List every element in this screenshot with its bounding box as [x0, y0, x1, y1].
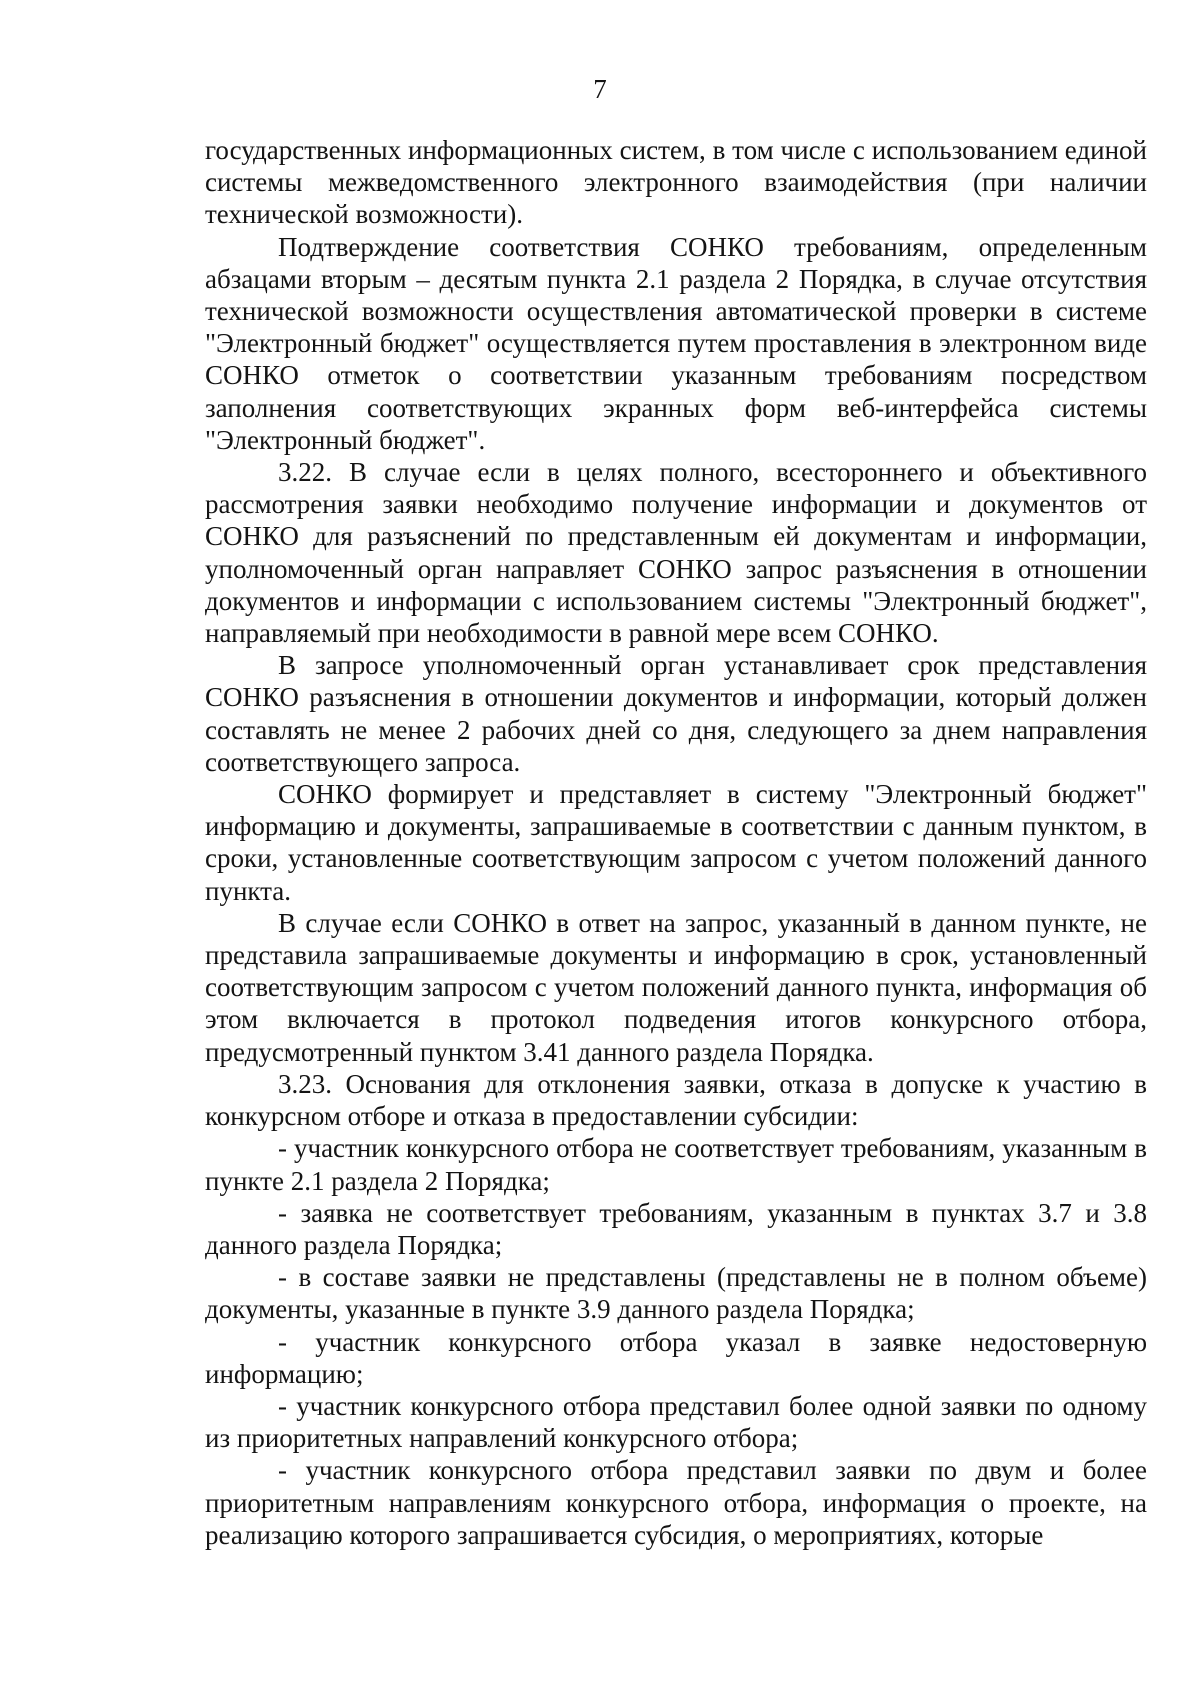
paragraph-request-deadline: В запросе уполномоченный орган устанавливает срок представления СОНКО разъяснения в отношении документов и информации, который должен составлять не менее 2 рабочих дней со дня, следующего за днем направления соответствующего запроса. [205, 650, 1147, 777]
paragraph-clause-3-23: 3.23. Основания для отклонения заявки, отказа в допуске к участию в конкурсном отборе и отказа в предоставлении субсидии: [205, 1068, 1147, 1132]
paragraph-sonko-submission: СОНКО формирует и представляет в систему "Электронный бюджет" информацию и документы, запрашиваемые в соответствии с данным пунктом, в сроки, установленные соответствующим запросом с учетом положений данного пункта. [205, 779, 1147, 906]
list-item-multiple-applications: - участник конкурсного отбора представил более одной заявки по одному из приоритетных направлений конкурсного отбора; [205, 1390, 1147, 1454]
paragraph-conformity-confirmation: Подтверждение соответствия СОНКО требованиям, определенным абзацами вторым – десятым пункта 2.1 раздела 2 Порядка, в случае отсутствия технической возможности осуществления автоматической проверки в системе "Электронный бюджет" осуществляется путем проставления в электронном виде СОНКО отметок о соответствии указанным требованиям посредством заполнения соответствующих экранных форм веб-интерфейса системы "Электронный бюджет". [205, 231, 1147, 455]
list-item-missing-documents: - в составе заявки не представлены (представлены не в полном объеме) документы, указанные в пункте 3.9 данного раздела Порядка; [205, 1262, 1147, 1325]
list-item-requirements: - участник конкурсного отбора не соответствует требованиям, указанным в пункте 2.1 раздела 2 Порядка; [205, 1133, 1147, 1196]
paragraph-failure-to-submit: В случае если СОНКО в ответ на запрос, указанный в данном пункте, не представила запрашиваемые документы и информацию в срок, установленный соответствующим запросом с учетом положений данного пункта, информация об этом включается в протокол подведения итогов конкурсного отбора, предусмотренный пунктом 3.41 данного раздела Порядка. [205, 907, 1147, 1067]
paragraph-clause-3-22: 3.22. В случае если в целях полного, всестороннего и объективного рассмотрения заявки необходимо получение информации и документов от СОНКО для разъяснений по представленным ей документам и информации, уполномоченный орган направляет СОНКО запрос разъяснения в отношении документов и информации с использованием системы "Электронный бюджет", направляемый при необходимости в равной мере всем СОНКО. [205, 457, 1147, 649]
list-item-false-information: - участник конкурсного отбора указал в заявке недостоверную информацию; [205, 1326, 1147, 1389]
list-item-several-directions: - участник конкурсного отбора представил заявки по двум и более приоритетным направлениям конкурсного отбора, информация о проекте, на реализацию которого запрашивается субсидия, о мероприятиях, которые [205, 1455, 1147, 1550]
page-number: 7 [593, 74, 607, 104]
list-item-application-requirements: - заявка не соответствует требованиям, указанным в пунктах 3.7 и 3.8 данного раздела Порядка; [205, 1197, 1147, 1260]
document-body [205, 134, 1147, 1551]
paragraph-continuation: государственных информационных систем, в том числе с использованием единой системы межведомственного электронного взаимодействия (при наличии технической возможности). [205, 135, 1147, 230]
